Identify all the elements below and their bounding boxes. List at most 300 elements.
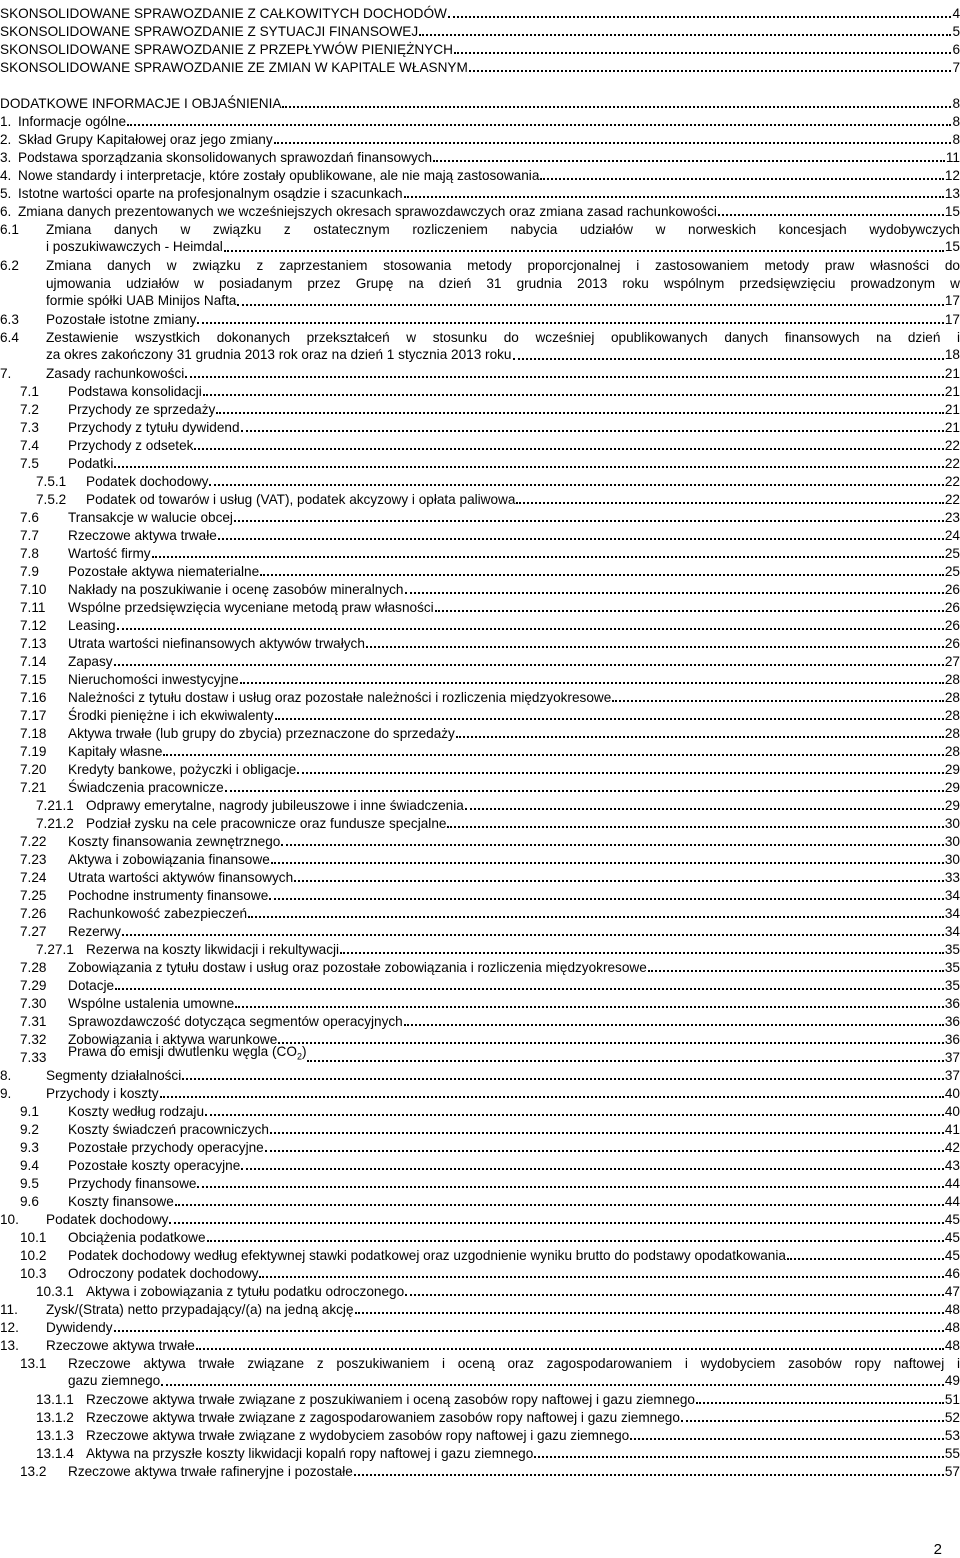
toc-entry-title-text: Aktywa i zobowiązania finansowe [68,852,270,867]
toc-entry-title-text: Transakcje w walucie obcej [68,510,233,525]
toc-entry-title-text: Przychody finansowe [68,1176,197,1191]
toc-entry-page: 24 [944,528,960,543]
toc-entry-number: 7.6 [20,510,39,525]
dot-leader [404,196,944,198]
toc-entry-page: 28 [944,690,960,705]
dot-leader [366,646,944,648]
toc-entry-title-text: Przychody z odsetek [68,438,194,453]
toc-entry-title [86,1391,695,1408]
dot-leader [294,880,944,882]
toc-entry[interactable] [0,671,960,689]
toc-entry[interactable] [0,455,960,473]
dot-leader [115,988,944,990]
toc-entry-page: 22 [944,438,960,453]
dot-leader [265,1150,944,1152]
dot-leader [237,304,944,306]
toc-entry-number: 6. [0,204,12,219]
toc-entry-title [18,149,432,166]
toc-entry-page: 26 [944,582,960,597]
toc-entry[interactable] [0,401,960,419]
toc-entry-title [86,473,208,490]
dot-leader [216,412,944,414]
toc-entry[interactable] [0,545,960,563]
toc-entry-title [68,1043,306,1066]
toc-entry-number: 7.7 [20,528,39,543]
toc-entry[interactable] [0,311,960,329]
toc-entry-number: 13. [0,1338,19,1353]
toc-entry-title-text: Dywidendy [46,1320,113,1335]
toc-entry[interactable] [0,149,960,167]
toc-entry-title [0,41,453,58]
toc-entry-title [68,1193,174,1210]
dot-leader [435,610,944,612]
dot-leader [534,1456,944,1458]
toc-entry-title [18,203,717,220]
toc-entry[interactable] [0,221,960,254]
toc-entry-page: 17 [944,293,960,308]
toc-entry-page: 34 [944,888,960,903]
toc-entry[interactable] [0,95,960,113]
toc-entry-title-subscript: 2 [296,1052,302,1062]
toc-entry-title-text: Prawa do emisji dwutlenku węgla (CO [68,1044,297,1060]
toc-entry[interactable] [0,203,960,221]
dot-leader [259,1276,943,1278]
toc-entry-number: 7.21 [20,780,47,795]
toc-entry-title-line: gazu ziemnego [68,1373,161,1388]
dot-leader [469,70,952,72]
toc-entry[interactable] [0,329,960,362]
toc-entry-title-text: Zasady rachunkowości [46,366,185,381]
toc-entry-title [68,455,113,472]
toc-entry-page: 29 [944,798,960,813]
toc-entry-number: 7.27.1 [36,942,74,957]
toc-entry[interactable] [0,599,960,617]
toc-entry-title [68,1463,353,1480]
toc-entry[interactable] [0,419,960,437]
toc-entry-number: 10.3.1 [36,1284,74,1299]
toc-entry-title-text: Kapitały własne [68,744,163,759]
toc-entry[interactable] [0,1337,960,1355]
dot-leader [612,700,944,702]
toc-entry-title-text: Rezerwa na koszty likwidacji i rekultywacji [86,942,340,957]
toc-entry[interactable] [0,1067,960,1085]
toc-entry-page: 36 [944,1032,960,1047]
toc-entry-page: 18 [944,347,960,362]
dot-leader [270,1132,944,1134]
toc-entry[interactable] [0,1175,960,1193]
toc-entry-page: 8 [952,96,960,111]
toc-entry-page: 29 [944,762,960,777]
toc-entry-title [18,185,403,202]
dot-leader [269,898,944,900]
dot-leader [197,1186,943,1188]
toc-entry[interactable] [0,977,960,995]
dot-leader [169,1222,943,1224]
toc-entry[interactable] [0,1283,960,1301]
toc-entry[interactable] [0,1409,960,1427]
toc-entry[interactable] [0,725,960,743]
toc-entry-number: 7.26 [20,906,47,921]
toc-entry-number: 7.8 [20,546,39,561]
dot-leader [122,934,944,936]
dot-leader [354,1474,944,1476]
toc-entry[interactable] [0,185,960,203]
toc-entry[interactable] [0,563,960,581]
toc-entry-title [46,311,196,328]
toc-entry-title-text: Nieruchomości inwestycyjne [68,672,239,687]
toc-entry-page: 36 [944,996,960,1011]
toc-entry-title-text: Podatek dochodowy [86,474,209,489]
toc-entry-title-text: Koszty finansowe [68,1194,174,1209]
toc-entry-number: 7.17 [20,708,47,723]
toc-entry-number: 10.3 [20,1266,47,1281]
toc-entry[interactable] [0,113,960,131]
toc-entry-number: 6.4 [0,330,19,345]
toc-entry-title [18,113,126,130]
toc-entry[interactable] [0,509,960,527]
dot-leader [281,844,944,846]
toc-entry[interactable] [0,653,960,671]
toc-entry-title-text: Pozostałe koszty operacyjne [68,1158,241,1173]
toc-entry-page: 5 [952,24,960,39]
toc-entry-title-text: Pochodne instrumenty finansowe [68,888,269,903]
toc-entry-title-text: Podział zysku na cele pracownicze oraz fundusze specjalne [86,816,447,831]
toc-entry-title [68,437,193,454]
toc-entry-page: 21 [944,420,960,435]
toc-entry-title-text: Podatek dochodowy według efektywnej stawki podatkowej oraz uzgodnienie wyniku brutto do podstawy opodatkowania [68,1248,786,1263]
toc-entry[interactable] [0,815,960,833]
toc-entry-number: 8. [0,1068,12,1083]
toc-entry-page: 8 [952,114,960,129]
toc-entry[interactable] [0,437,960,455]
toc-entry-page: 52 [944,1410,960,1425]
toc-entry-title-text: Wspólne ustalenia umowne [68,996,235,1011]
toc-entry[interactable] [0,1247,960,1265]
toc-entry[interactable] [0,959,960,977]
toc-entry-title-text: Podstawa sporządzania skonsolidowanych sprawozdań finansowych [18,150,433,165]
toc-entry[interactable] [0,779,960,797]
dot-leader [248,916,944,918]
toc-entry-title-text: Kredyty bankowe, pożyczki i obligacje [68,762,297,777]
toc-entry-page: 28 [944,726,960,741]
toc-entry[interactable] [0,869,960,887]
toc-entry-page: 40 [944,1086,960,1101]
toc-entry[interactable] [0,59,960,77]
toc-entry[interactable] [0,689,960,707]
toc-entry-title-text: Rzeczowe aktywa trwałe związane z zagospodarowaniem zasobów ropy naftowej i gazu ziemnego [86,1410,680,1425]
toc-entry[interactable] [0,833,960,851]
toc-entry[interactable] [0,1427,960,1445]
toc-entry-title-line: ujmowania udziałów w posiadanym przez Grupę na dzień 31 grudnia 2013 roku wspólnym przedsięwzięciu prowadzonym w [46,276,960,291]
toc-entry-page: 37 [944,1050,960,1065]
dot-leader [260,574,944,576]
dot-leader [152,556,944,558]
toc-entry[interactable] [0,1211,960,1229]
toc-entry-page: 42 [944,1140,960,1155]
toc-entry[interactable] [0,1013,960,1031]
toc-entry-page: 30 [944,816,960,831]
toc-entry-title-text: Rezerwy [68,924,121,939]
toc-entry-title-text: Pozostałe przychody operacyjne [68,1140,264,1155]
toc-entry-title [68,653,113,670]
toc-entry-title-text: SKONSOLIDOWANE SPRAWOZDANIE Z SYTUACJI FINANSOWEJ [0,24,419,39]
toc-entry[interactable] [0,995,960,1013]
toc-entry-title [46,1319,113,1336]
toc-entry[interactable] [0,1193,960,1211]
toc-entry-number: 6.1 [0,222,19,237]
toc-entry-number: 9.1 [20,1104,39,1119]
toc-entry-title-text: Przychody ze sprzedaży [68,402,216,417]
toc-entry-page: 46 [944,1266,960,1281]
toc-entry-number: 9. [0,1086,12,1101]
toc-entry[interactable] [0,743,960,761]
toc-entry-title [0,23,418,40]
toc-entry-number: 12. [0,1320,19,1335]
dot-leader [161,1384,944,1386]
toc-entry-number: 13.1.3 [36,1428,74,1443]
toc-entry-title-text: Zysk/(Strata) netto przypadający/(a) na jedną akcję [46,1302,354,1317]
toc-entry-page: 27 [944,654,960,669]
toc-entry[interactable] [0,581,960,599]
toc-entry-title [86,1427,629,1444]
toc-entry-title-text: Istotne wartości oparte na profesjonalnym osądzie i szacunkach [18,186,403,201]
toc-entry-title [86,815,446,832]
toc-entry-title-text: Pozostałe aktywa niematerialne [68,564,260,579]
toc-entry[interactable] [0,1157,960,1175]
dot-leader [185,376,944,378]
dot-leader [117,628,944,630]
toc-entry-title-text: Koszty według rodzaju [68,1104,205,1119]
toc-entry-page: 37 [944,1068,960,1083]
toc-entry-title-text: Zmiana danych prezentowanych we wcześniejszych okresach sprawozdawczych oraz zmiana zasad rachunkowości [18,204,717,219]
toc-entry-number: 1. [0,114,12,129]
toc-entry[interactable] [0,383,960,401]
toc-entry-number: 7.30 [20,996,47,1011]
toc-entry[interactable] [0,491,960,509]
toc-entry-number: 9.6 [20,1194,39,1209]
toc-entry-number: 10.1 [20,1230,47,1245]
toc-entry-number: 7.13 [20,636,47,651]
toc-entry-title [46,1337,195,1354]
toc-entry-number: 7.2 [20,402,39,417]
toc-entry[interactable] [0,617,960,635]
dot-leader [787,1258,944,1260]
dot-leader [282,106,951,108]
toc-entry[interactable] [0,5,960,23]
dot-leader [404,1024,944,1026]
toc-entry-page: 30 [944,852,960,867]
toc-entry-title-text: Należności z tytułu dostaw i usług oraz pozostałe należności i rozliczenia międzyokresowe [68,690,612,705]
toc-entry-title [68,1013,403,1030]
toc-entry[interactable] [0,257,960,308]
toc-entry-number: 7.33 [20,1050,47,1065]
toc-entry[interactable] [0,167,960,185]
toc-entry-page: 48 [944,1302,960,1317]
dot-leader [182,1078,944,1080]
toc-entry[interactable] [0,1445,960,1463]
toc-entry-title [68,401,215,418]
toc-entry-title [86,797,464,814]
toc-entry-number: 7.22 [20,834,47,849]
toc-entry-number: 9.4 [20,1158,39,1173]
toc-entry[interactable] [0,1355,960,1388]
toc-entry-page: 21 [944,366,960,381]
dot-leader [218,538,944,540]
toc-entry-page: 47 [944,1284,960,1299]
toc-entry-page: 15 [944,204,960,219]
dot-leader [419,34,951,36]
toc-entry-title [68,689,611,706]
toc-entry-number: 7.27 [20,924,47,939]
toc-entry-page: 51 [944,1392,960,1407]
toc-entry[interactable] [0,1121,960,1139]
dot-leader [448,16,952,18]
toc-entry-title-text: Utrata wartości aktywów finansowych [68,870,294,885]
toc-entry[interactable] [0,1301,960,1319]
dot-leader [340,952,944,954]
toc-entry-title [68,599,434,616]
toc-entry[interactable] [0,1103,960,1121]
toc-entry-number: 7.32 [20,1032,47,1047]
toc-entry-title-text: Przychody z tytułu dywidend [68,420,240,435]
toc-entry-title [68,905,247,922]
toc-entry[interactable] [0,851,960,869]
toc-entry-title [68,923,121,940]
toc-entry-title [68,1103,204,1120]
toc-entry-page: 4 [952,6,960,21]
toc-entry-page: 45 [944,1230,960,1245]
toc-entry-number: 6.3 [0,312,19,327]
toc-entry-title [68,887,268,904]
toc-entry[interactable] [0,905,960,923]
dot-leader [114,466,944,468]
toc-entry-number: 3. [0,150,12,165]
toc-entry[interactable] [0,1463,960,1481]
toc-entry-page: 12 [944,168,960,183]
toc-entry-title [86,491,515,508]
toc-entry[interactable] [0,761,960,779]
toc-entry-number: 10.2 [20,1248,47,1263]
toc-entry-page: 34 [944,906,960,921]
dot-leader [127,124,951,126]
toc-entry-number: 10. [0,1212,19,1227]
toc-entry-title-text: Skład Grupy Kapitałowej oraz jego zmiany [18,132,273,147]
toc-entry[interactable] [0,473,960,491]
toc-entry-title [18,167,539,184]
toc-entry-title-line: Zmiana danych w związku z ostatecznym rozliczeniem nabycia udziałów w norweskich koncesjach wydobywczych [46,222,960,237]
toc-entry-title [68,1175,196,1192]
dot-leader [454,52,952,54]
toc-entry-page: 28 [944,744,960,759]
toc-entry-number: 6.2 [0,258,19,273]
toc-entry-title-line: za okres zakończony 31 grudnia 2013 rok oraz na dzień 1 stycznia 2013 roku [46,347,512,362]
page-number: 2 [933,1541,942,1558]
toc-entry-number: 7.5 [20,456,39,471]
toc-entry[interactable] [0,1391,960,1409]
toc-entry[interactable] [0,41,960,59]
toc-entry-title [68,419,240,436]
toc-entry-title-line: i poszukiwawczych - Heimdal [46,239,223,254]
dot-leader [433,160,945,162]
toc-entry[interactable] [0,923,960,941]
toc-entry-title [46,1085,159,1102]
toc-entry[interactable] [0,527,960,545]
toc-entry-number: 7. [0,366,12,381]
toc-entry-title [68,1157,240,1174]
toc-entry[interactable] [0,365,960,383]
toc-entry-page: 44 [944,1194,960,1209]
toc-entry-page: 26 [944,618,960,633]
toc-entry-page: 8 [952,132,960,147]
toc-entry-title-text: Sprawozdawczość dotycząca segmentów operacyjnych [68,1014,403,1029]
toc-entry-title [68,383,202,400]
toc-entry-title-text: DODATKOWE INFORMACJE I OBJAŚNIENIA [0,96,282,111]
toc-entry-page: 28 [944,708,960,723]
dot-leader [234,520,944,522]
dot-leader [297,772,944,774]
toc-entry-number: 7.15 [20,672,47,687]
dot-leader [274,142,952,144]
toc-entry-page: 17 [944,312,960,327]
toc-entry-title-text: Informacje ogólne [18,114,127,129]
toc-entry[interactable] [0,941,960,959]
toc-entry-number: 7.24 [20,870,47,885]
toc-entry-title-text: Nakłady na poszukiwanie i ocenę zasobów mineralnych [68,582,404,597]
toc-entry[interactable] [0,23,960,41]
toc-entry-page: 15 [944,239,960,254]
toc-entry-number: 7.5.1 [36,474,67,489]
toc-entry-page: 23 [944,510,960,525]
dot-leader [194,448,943,450]
toc-entry-title-text: Rzeczowe aktywa trwałe rafineryjne i pozostałe [68,1464,353,1479]
dot-leader [405,592,944,594]
toc-entry-title-line: Zmiana danych w związku z zaprzestaniem stosowania metody proporcjonalnej i zastosowaniem metody praw własności do [46,258,960,273]
toc-entry-title-text: Podatek dochodowy [46,1212,169,1227]
toc-entry-page: 35 [944,960,960,975]
toc-entry-title [68,779,224,796]
toc-entry-title [68,977,114,994]
toc-entry[interactable] [0,707,960,725]
toc-entry[interactable] [0,1085,960,1103]
toc-entry[interactable] [0,1044,960,1067]
toc-entry[interactable] [0,131,960,149]
toc-entry-page: 41 [944,1122,960,1137]
toc-entry-number: 4. [0,168,12,183]
dot-leader [203,394,944,396]
toc-entry[interactable] [0,635,960,653]
toc-entry[interactable] [0,1265,960,1283]
toc-entry-number: 2. [0,132,12,147]
toc-entry-page: 6 [952,42,960,57]
dot-leader [681,1420,944,1422]
toc-entry-number: 13.1.4 [36,1446,74,1461]
dot-leader [630,1438,944,1440]
toc-entry-title [68,509,233,526]
toc-entry-number: 7.12 [20,618,47,633]
toc-entry-title-text: Podstawa konsolidacji [68,384,202,399]
toc-entry[interactable] [0,1139,960,1157]
toc-entry[interactable] [0,1229,960,1247]
toc-entry-number: 7.21.2 [36,816,74,831]
toc-entry-title-text: Rzeczowe aktywa trwałe związane z wydobyciem zasobów ropy naftowej i gazu ziemnego [86,1428,630,1443]
toc-entry[interactable] [0,797,960,815]
dot-leader [447,826,943,828]
toc-entry-number: 7.5.2 [36,492,67,507]
toc-entry[interactable] [0,887,960,905]
toc-entry-title-text: Aktywa na przyszłe koszty likwidacji kopalń ropy naftowej i gazu ziemnego [86,1446,534,1461]
toc-entry[interactable] [0,1319,960,1337]
dot-leader [307,1060,943,1062]
